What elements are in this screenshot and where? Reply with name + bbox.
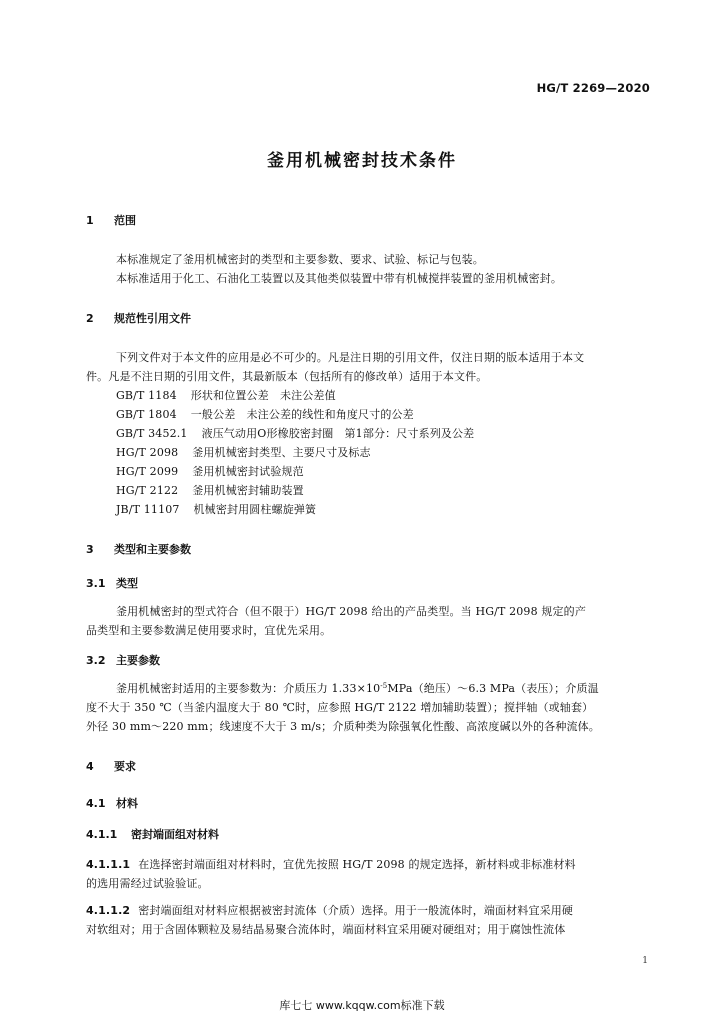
section-title: 类型和主要参数 — [114, 543, 191, 556]
page-number: 1 — [642, 956, 648, 966]
clause-4-1-1-2 — [86, 902, 573, 918]
section-number: 4.1 — [86, 797, 106, 810]
clause-number: 4.1.1.2 — [86, 904, 131, 917]
paragraph: 下列文件对于本文件的应用是必不可少的。凡是注日期的引用文件，仅注日期的版本适用于本文 — [116, 351, 585, 364]
clause-text: 密封端面组对材料应根据被密封流体（介质）选择。用于一般流体时，端面材料宜采用硬 — [138, 904, 574, 917]
text-run: MPa（绝压）～6.3 MPa（表压）；介质温 — [387, 682, 599, 695]
paragraph: 品类型和主要参数满足使用要求时，宜优先采用。 — [86, 624, 332, 637]
reference-title: 釜用机械密封类型、主要尺寸及标志 — [192, 446, 371, 459]
clause-4-1-1-1 — [86, 856, 576, 872]
paragraph — [116, 680, 599, 696]
paragraph: 件。凡是不注日期的引用文件，其最新版本（包括所有的修改单）适用于本文件。 — [86, 370, 488, 383]
reference-code: HG/T 2099 — [116, 465, 179, 478]
paragraph: 度不大于 350 ℃（当釜内温度大于 80 ℃时，应参照 HG/T 2122 增加辅助装置）；搅拌轴（或轴套） — [86, 701, 594, 714]
paragraph: 本标准适用于化工、石油化工装置以及其他类似装置中带有机械搅拌装置的釜用机械密封。 — [116, 272, 562, 285]
clause-number: 4.1.1.1 — [86, 858, 131, 871]
section-2-heading — [86, 310, 191, 326]
section-1-heading — [86, 212, 136, 228]
section-title: 规范性引用文件 — [114, 312, 191, 325]
reference-item — [116, 444, 371, 460]
section-title: 密封端面组对材料 — [131, 828, 219, 841]
reference-title: 形状和位置公差 未注公差值 — [190, 389, 336, 402]
text-run: 釜用机械密封适用的主要参数为：介质压力 1.33×10 — [116, 682, 381, 695]
reference-title: 机械密封用圆柱螺旋弹簧 — [193, 503, 317, 516]
paragraph: 对软组对；用于含固体颗粒及易结晶易聚合流体时，端面材料宜采用硬对硬组对；用于腐蚀性流体 — [86, 923, 566, 936]
section-number: 4 — [86, 760, 94, 773]
reference-code: HG/T 2122 — [116, 484, 179, 497]
subsection-3-2-heading — [86, 652, 160, 668]
section-title: 要求 — [114, 760, 136, 773]
section-title: 材料 — [116, 797, 138, 810]
reference-code: GB/T 3452.1 — [116, 427, 188, 440]
paragraph: 釜用机械密封的型式符合（但不限于）HG/T 2098 给出的产品类型。当 HG/T 2098 规定的产 — [116, 605, 586, 618]
reference-code: GB/T 1184 — [116, 389, 177, 402]
section-title: 类型 — [116, 577, 138, 590]
reference-title: 釜用机械密封试验规范 — [192, 465, 304, 478]
reference-item — [116, 501, 316, 517]
reference-title: 液压气动用O形橡胶密封圈 第1部分：尺寸系列及公差 — [201, 427, 475, 440]
superscript: -5 — [380, 682, 388, 690]
reference-title: 一般公差 未注公差的线性和角度尺寸的公差 — [190, 408, 414, 421]
clause-text: 在选择密封端面组对材料时，宜优先按照 HG/T 2098 的规定选择，新材料或非标准材料 — [138, 858, 576, 871]
section-number: 4.1.1 — [86, 828, 118, 841]
subsection-3-1-heading — [86, 575, 138, 591]
reference-item — [116, 406, 414, 422]
paragraph: 本标准规定了釜用机械密封的类型和主要参数、要求、试验、标记与包装。 — [116, 253, 484, 266]
reference-title: 釜用机械密封辅助装置 — [192, 484, 304, 497]
subsection-4-1-heading — [86, 795, 138, 811]
document-title: 釜用机械密封技术条件 — [267, 151, 457, 171]
section-number: 1 — [86, 214, 94, 227]
download-footer: 库七七 www.kqqw.com标准下载 — [279, 999, 445, 1012]
reference-code: HG/T 2098 — [116, 446, 179, 459]
reference-code: JB/T 11107 — [116, 503, 180, 516]
section-3-heading — [86, 541, 191, 557]
section-number: 3.1 — [86, 577, 106, 590]
paragraph: 的选用需经过试验验证。 — [86, 877, 209, 890]
reference-item — [116, 463, 304, 479]
section-title: 范围 — [114, 214, 136, 227]
section-title: 主要参数 — [116, 654, 160, 667]
subsection-4-1-1-heading — [86, 826, 219, 842]
section-number: 2 — [86, 312, 94, 325]
reference-item — [116, 482, 304, 498]
paragraph: 外径 30 mm～220 mm；线速度不大于 3 m/s；介质种类为除强氧化性酸、高浓度碱以外的各种流体。 — [86, 720, 600, 733]
standard-code: HG/T 2269—2020 — [536, 81, 650, 95]
reference-item — [116, 425, 474, 441]
reference-item — [116, 387, 336, 403]
section-4-heading — [86, 758, 136, 774]
reference-code: GB/T 1804 — [116, 408, 177, 421]
section-number: 3 — [86, 543, 94, 556]
section-number: 3.2 — [86, 654, 106, 667]
